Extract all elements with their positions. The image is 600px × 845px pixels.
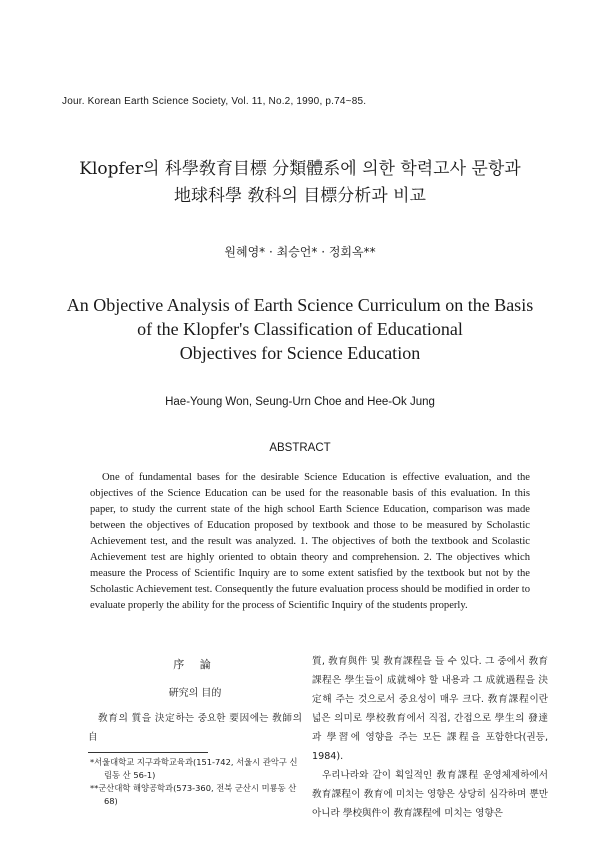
left-column — [88, 656, 302, 747]
right-column — [312, 652, 548, 823]
korean-title-line-2: 地球科學 敎科의 目標分析과 비교 — [174, 186, 426, 206]
body-paragraph-right-2: 우리나라와 같이 획일적인 敎育課程 운영체제하에서 敎育課程이 敎育에 미치는 영향은 상당히 심각하며 뿐만아니라 學校與件이 敎育課程에 미치는 영향은 — [312, 770, 548, 819]
section-heading-introduction: 序 論 — [173, 658, 217, 671]
english-title-line-1: An Objective Analysis of Earth Science Curriculum on the Basis — [66, 295, 534, 315]
journal-citation: Jour. Korean Earth Science Society, Vol. 11, No.2, 1990, p.74~85. — [62, 96, 367, 107]
footnotes — [90, 756, 302, 808]
abstract-heading: ABSTRACT — [269, 442, 331, 454]
abstract-text: One of fundamental bases for the desirable Science Education is effective evaluation, and the objectives of the Science Education can be used for the reasonable basis of this evaluation. In this paper, to study the current state of the high school Earth Science Education, comparison was made between the objectives of Education proposed by textbook and those to be measured by Scholastic Achievement test, and the result was analyzed. 1. The objectives of both the textbook and Scolastic Achievement test are highly oriented to obtain theory and comprehension. 2. The objectives which measure the Process of Scientific Inquiry are to some extent satisfied by the textbook but not by the Scholastic Achievement test. Consequently the future evaluation process should be modified in order to evaluate properly the ability for the process of Scientific Inquiry of the students properly. — [90, 472, 530, 611]
english-title — [0, 293, 600, 365]
subsection-heading-purpose: 硏究의 目的 — [168, 688, 222, 699]
footnote-divider — [88, 752, 208, 753]
footnote-1: *서울대학교 지구과학교육과(151-742, 서울시 관악구 신림동 산 56-1) — [90, 757, 298, 780]
body-paragraph-left: 敎育의 質을 決定하는 중요한 要因에는 敎師의 自 — [88, 713, 302, 743]
korean-title — [0, 156, 600, 210]
body-paragraph-right-1: 質, 敎育與件 및 敎育課程을 들 수 있다. 그 중에서 敎育課程은 學生들이 成就해야 할 내용과 그 成就過程을 決定해 주는 것으로서 중요성이 매우 크다. 敎育課程이란 넓은 의미로 學校敎育에서 직접, 간접으로 學生의 發達과 學習에 영향을 주는 모든 課程을 포함한다(권등, 1984). — [312, 656, 548, 762]
english-title-line-2: of the Klopfer's Classification of Educational — [137, 319, 463, 339]
korean-title-line-1: Klopfer의 科學敎育目標 分類體系에 의한 학력고사 문항과 — [79, 159, 521, 179]
english-authors: Hae-Young Won, Seung-Urn Choe and Hee-Ok Jung — [165, 396, 435, 408]
korean-authors: 원혜영* · 최승언* · 정회옥** — [224, 245, 376, 259]
footnote-2: **군산대학 해양공학과(573-360, 전북 군산시 미룡동 산 68) — [90, 783, 297, 806]
english-title-line-3: Objectives for Science Education — [179, 343, 421, 363]
